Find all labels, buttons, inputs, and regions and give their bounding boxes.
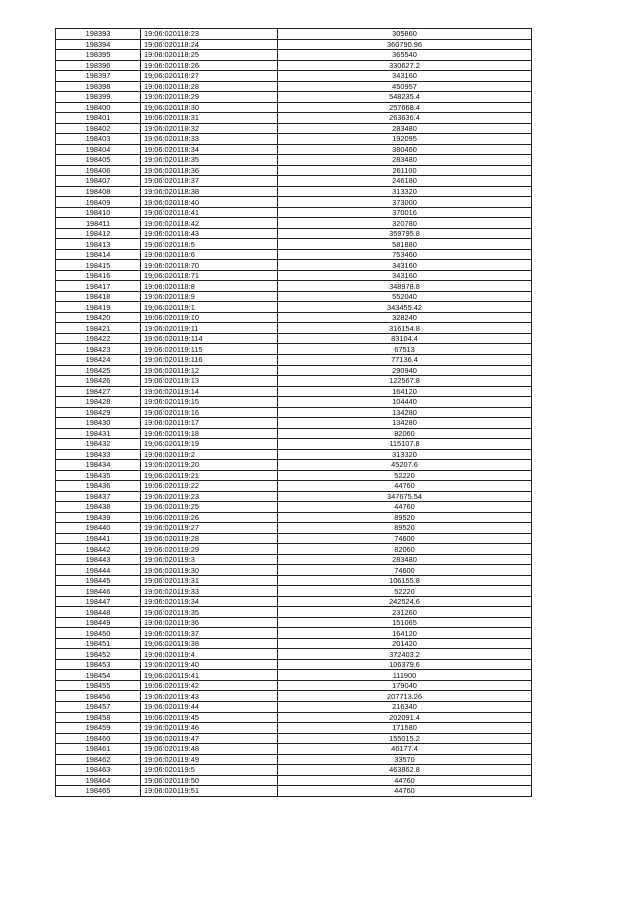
row-id-cell: 198446 xyxy=(56,586,141,597)
table-row xyxy=(56,186,532,197)
value-cell: 347675.54 xyxy=(278,491,532,502)
cadastral-number-cell: 19:06:020119:1 xyxy=(141,302,278,313)
table-row xyxy=(56,659,532,670)
cadastral-number-cell: 19:06:020118:70 xyxy=(141,260,278,271)
value-cell: 83104.4 xyxy=(278,333,532,344)
table-row xyxy=(56,765,532,776)
row-id-cell: 198461 xyxy=(56,744,141,755)
table-row xyxy=(56,786,532,797)
row-id-cell: 198413 xyxy=(56,239,141,250)
value-cell: 246180 xyxy=(278,176,532,187)
table-row xyxy=(56,723,532,734)
row-id-cell: 198447 xyxy=(56,596,141,607)
cadastral-number-cell: 19:06:020119:47 xyxy=(141,733,278,744)
value-cell: 313320 xyxy=(278,449,532,460)
row-id-cell: 198417 xyxy=(56,281,141,292)
row-id-cell: 198463 xyxy=(56,765,141,776)
cadastral-number-cell: 19:06:020119:12 xyxy=(141,365,278,376)
cadastral-number-cell: 19:06:020119:44 xyxy=(141,702,278,713)
value-cell: 283480 xyxy=(278,155,532,166)
value-cell: 74600 xyxy=(278,533,532,544)
value-cell: 753460 xyxy=(278,249,532,260)
table-row xyxy=(56,39,532,50)
value-cell: 263636.4 xyxy=(278,113,532,124)
row-id-cell: 198434 xyxy=(56,460,141,471)
row-id-cell: 198412 xyxy=(56,228,141,239)
cadastral-number-cell: 19:06:020118:27 xyxy=(141,71,278,82)
cadastral-number-cell: 19:06:020119:3 xyxy=(141,554,278,565)
table-row xyxy=(56,312,532,323)
cadastral-number-cell: 19:06:020119:40 xyxy=(141,659,278,670)
table-row xyxy=(56,712,532,723)
row-id-cell: 198462 xyxy=(56,754,141,765)
table-row xyxy=(56,176,532,187)
cadastral-number-cell: 19:06:020118:42 xyxy=(141,218,278,229)
row-id-cell: 198437 xyxy=(56,491,141,502)
cadastral-number-cell: 19:06:020119:22 xyxy=(141,481,278,492)
value-cell: 106155.8 xyxy=(278,575,532,586)
cadastral-number-cell: 19:06:020118:38 xyxy=(141,186,278,197)
table-row xyxy=(56,680,532,691)
value-cell: 67513 xyxy=(278,344,532,355)
table-row xyxy=(56,302,532,313)
table-row xyxy=(56,228,532,239)
cadastral-number-cell: 19:06:020119:4 xyxy=(141,649,278,660)
row-id-cell: 198460 xyxy=(56,733,141,744)
row-id-cell: 198450 xyxy=(56,628,141,639)
cadastral-number-cell: 19:06:020118:30 xyxy=(141,102,278,113)
value-cell: 316154.8 xyxy=(278,323,532,334)
value-cell: 373000 xyxy=(278,197,532,208)
data-table xyxy=(55,28,532,797)
cadastral-number-cell: 19:06:020118:36 xyxy=(141,165,278,176)
cadastral-number-cell: 19:06:020119:115 xyxy=(141,344,278,355)
table-row xyxy=(56,428,532,439)
cadastral-number-cell: 19:06:020118:37 xyxy=(141,176,278,187)
row-id-cell: 198444 xyxy=(56,565,141,576)
row-id-cell: 198399 xyxy=(56,92,141,103)
table-row xyxy=(56,155,532,166)
value-cell: 82060 xyxy=(278,428,532,439)
value-cell: 44760 xyxy=(278,502,532,513)
value-cell: 372403.2 xyxy=(278,649,532,660)
table-row xyxy=(56,512,532,523)
value-cell: 151065 xyxy=(278,617,532,628)
table-row xyxy=(56,333,532,344)
cadastral-number-cell: 19:06:020118:26 xyxy=(141,60,278,71)
value-cell: 179040 xyxy=(278,680,532,691)
table-row xyxy=(56,344,532,355)
cadastral-number-cell: 19:06:020119:46 xyxy=(141,723,278,734)
table-row xyxy=(56,376,532,387)
cadastral-number-cell: 19:06:020119:15 xyxy=(141,397,278,408)
table-row xyxy=(56,50,532,61)
table-row xyxy=(56,165,532,176)
row-id-cell: 198429 xyxy=(56,407,141,418)
cadastral-number-cell: 19:06:020119:26 xyxy=(141,512,278,523)
cadastral-number-cell: 19:06:020119:23 xyxy=(141,491,278,502)
cadastral-number-cell: 19:06:020119:36 xyxy=(141,617,278,628)
row-id-cell: 198402 xyxy=(56,123,141,134)
cadastral-number-cell: 19:06:020118:43 xyxy=(141,228,278,239)
table-row xyxy=(56,691,532,702)
cadastral-number-cell: 19:06:020119:2 xyxy=(141,449,278,460)
row-id-cell: 198431 xyxy=(56,428,141,439)
table-row xyxy=(56,134,532,145)
value-cell: 216340 xyxy=(278,702,532,713)
cadastral-number-cell: 19:06:020119:13 xyxy=(141,376,278,387)
value-cell: 365540 xyxy=(278,50,532,61)
table-row xyxy=(56,596,532,607)
table-row xyxy=(56,449,532,460)
row-id-cell: 198400 xyxy=(56,102,141,113)
value-cell: 463862.8 xyxy=(278,765,532,776)
value-cell: 122567.8 xyxy=(278,376,532,387)
row-id-cell: 198441 xyxy=(56,533,141,544)
cadastral-number-cell: 19:06:020119:51 xyxy=(141,786,278,797)
row-id-cell: 198425 xyxy=(56,365,141,376)
table-row xyxy=(56,249,532,260)
row-id-cell: 198416 xyxy=(56,270,141,281)
row-id-cell: 198427 xyxy=(56,386,141,397)
table-row xyxy=(56,638,532,649)
table-row xyxy=(56,29,532,40)
cadastral-number-cell: 19:06:020119:114 xyxy=(141,333,278,344)
row-id-cell: 198414 xyxy=(56,249,141,260)
row-id-cell: 198433 xyxy=(56,449,141,460)
row-id-cell: 198420 xyxy=(56,312,141,323)
cadastral-number-cell: 19:06:020119:37 xyxy=(141,628,278,639)
cadastral-number-cell: 19:06:020119:11 xyxy=(141,323,278,334)
value-cell: 171580 xyxy=(278,723,532,734)
cadastral-number-cell: 19:06:020119:49 xyxy=(141,754,278,765)
cadastral-number-cell: 19:06:020119:27 xyxy=(141,523,278,534)
table-row xyxy=(56,565,532,576)
row-id-cell: 198453 xyxy=(56,659,141,670)
cadastral-number-cell: 19:06:020119:25 xyxy=(141,502,278,513)
data-table-body xyxy=(56,29,532,797)
value-cell: 207713.26 xyxy=(278,691,532,702)
row-id-cell: 198424 xyxy=(56,354,141,365)
value-cell: 44760 xyxy=(278,775,532,786)
cadastral-number-cell: 19:06:020118:9 xyxy=(141,291,278,302)
cadastral-number-cell: 19:06:020119:28 xyxy=(141,533,278,544)
table-row xyxy=(56,239,532,250)
row-id-cell: 198408 xyxy=(56,186,141,197)
cadastral-number-cell: 19:06:020119:48 xyxy=(141,744,278,755)
table-row xyxy=(56,60,532,71)
table-row xyxy=(56,649,532,660)
table-row xyxy=(56,260,532,271)
value-cell: 360790.96 xyxy=(278,39,532,50)
cadastral-number-cell: 19:06:020119:17 xyxy=(141,418,278,429)
cadastral-number-cell: 19:06:020119:14 xyxy=(141,386,278,397)
cadastral-number-cell: 19:06:020118:25 xyxy=(141,50,278,61)
cadastral-number-cell: 19:06:020118:34 xyxy=(141,144,278,155)
cadastral-number-cell: 19:06:020119:38 xyxy=(141,638,278,649)
table-row xyxy=(56,617,532,628)
table-row xyxy=(56,144,532,155)
cadastral-number-cell: 19:06:020119:19 xyxy=(141,439,278,450)
value-cell: 45207.6 xyxy=(278,460,532,471)
cadastral-number-cell: 19:06:020118:6 xyxy=(141,249,278,260)
table-row xyxy=(56,323,532,334)
row-id-cell: 198422 xyxy=(56,333,141,344)
value-cell: 330627.2 xyxy=(278,60,532,71)
cadastral-number-cell: 19:06:020118:71 xyxy=(141,270,278,281)
value-cell: 343160 xyxy=(278,260,532,271)
value-cell: 343160 xyxy=(278,270,532,281)
cadastral-number-cell: 19:06:020119:20 xyxy=(141,460,278,471)
row-id-cell: 198458 xyxy=(56,712,141,723)
row-id-cell: 198428 xyxy=(56,397,141,408)
value-cell: 283480 xyxy=(278,554,532,565)
table-row xyxy=(56,197,532,208)
table-row xyxy=(56,754,532,765)
row-id-cell: 198393 xyxy=(56,29,141,40)
row-id-cell: 198443 xyxy=(56,554,141,565)
row-id-cell: 198438 xyxy=(56,502,141,513)
cadastral-number-cell: 19:06:020119:29 xyxy=(141,544,278,555)
value-cell: 89520 xyxy=(278,523,532,534)
row-id-cell: 198432 xyxy=(56,439,141,450)
value-cell: 134280 xyxy=(278,418,532,429)
row-id-cell: 198465 xyxy=(56,786,141,797)
table-row xyxy=(56,418,532,429)
table-row xyxy=(56,733,532,744)
cadastral-number-cell: 19:06:020119:31 xyxy=(141,575,278,586)
table-row xyxy=(56,523,532,534)
table-row xyxy=(56,554,532,565)
table-row xyxy=(56,744,532,755)
table-row xyxy=(56,407,532,418)
row-id-cell: 198442 xyxy=(56,544,141,555)
row-id-cell: 198398 xyxy=(56,81,141,92)
table-row xyxy=(56,218,532,229)
cadastral-number-cell: 19:06:020119:45 xyxy=(141,712,278,723)
value-cell: 77136.4 xyxy=(278,354,532,365)
value-cell: 320780 xyxy=(278,218,532,229)
cadastral-number-cell: 19:06:020118:23 xyxy=(141,29,278,40)
table-row xyxy=(56,470,532,481)
row-id-cell: 198394 xyxy=(56,39,141,50)
value-cell: 104440 xyxy=(278,397,532,408)
table-row xyxy=(56,270,532,281)
value-cell: 283480 xyxy=(278,123,532,134)
value-cell: 46177.4 xyxy=(278,744,532,755)
row-id-cell: 198397 xyxy=(56,71,141,82)
cadastral-number-cell: 19:06:020118:40 xyxy=(141,197,278,208)
row-id-cell: 198451 xyxy=(56,638,141,649)
value-cell: 343455.42 xyxy=(278,302,532,313)
row-id-cell: 198436 xyxy=(56,481,141,492)
row-id-cell: 198407 xyxy=(56,176,141,187)
row-id-cell: 198404 xyxy=(56,144,141,155)
row-id-cell: 198426 xyxy=(56,376,141,387)
value-cell: 134280 xyxy=(278,407,532,418)
value-cell: 242524.6 xyxy=(278,596,532,607)
table-row xyxy=(56,81,532,92)
value-cell: 261100 xyxy=(278,165,532,176)
value-cell: 450957 xyxy=(278,81,532,92)
row-id-cell: 198456 xyxy=(56,691,141,702)
row-id-cell: 198430 xyxy=(56,418,141,429)
cadastral-number-cell: 19:06:020119:41 xyxy=(141,670,278,681)
cadastral-number-cell: 19:06:020119:10 xyxy=(141,312,278,323)
value-cell: 348978.8 xyxy=(278,281,532,292)
table-row xyxy=(56,460,532,471)
row-id-cell: 198410 xyxy=(56,207,141,218)
table-row xyxy=(56,207,532,218)
value-cell: 202091.4 xyxy=(278,712,532,723)
cadastral-number-cell: 19:06:020119:35 xyxy=(141,607,278,618)
value-cell: 164120 xyxy=(278,386,532,397)
row-id-cell: 198435 xyxy=(56,470,141,481)
value-cell: 155015.2 xyxy=(278,733,532,744)
row-id-cell: 198403 xyxy=(56,134,141,145)
value-cell: 290940 xyxy=(278,365,532,376)
cadastral-number-cell: 19:06:020119:34 xyxy=(141,596,278,607)
cadastral-number-cell: 19:06:020119:30 xyxy=(141,565,278,576)
table-row xyxy=(56,365,532,376)
row-id-cell: 198405 xyxy=(56,155,141,166)
table-row xyxy=(56,670,532,681)
cadastral-number-cell: 19:06:020119:18 xyxy=(141,428,278,439)
row-id-cell: 198421 xyxy=(56,323,141,334)
table-row xyxy=(56,544,532,555)
value-cell: 343160 xyxy=(278,71,532,82)
value-cell: 313320 xyxy=(278,186,532,197)
value-cell: 111900 xyxy=(278,670,532,681)
value-cell: 164120 xyxy=(278,628,532,639)
table-row xyxy=(56,397,532,408)
table-row xyxy=(56,533,532,544)
table-row xyxy=(56,291,532,302)
value-cell: 552040 xyxy=(278,291,532,302)
cadastral-number-cell: 19:06:020119:5 xyxy=(141,765,278,776)
table-row xyxy=(56,481,532,492)
row-id-cell: 198411 xyxy=(56,218,141,229)
value-cell: 44760 xyxy=(278,786,532,797)
value-cell: 370016 xyxy=(278,207,532,218)
cadastral-number-cell: 19:06:020118:29 xyxy=(141,92,278,103)
value-cell: 305860 xyxy=(278,29,532,40)
row-id-cell: 198455 xyxy=(56,680,141,691)
cadastral-number-cell: 19:06:020119:43 xyxy=(141,691,278,702)
value-cell: 359795.8 xyxy=(278,228,532,239)
table-row xyxy=(56,586,532,597)
row-id-cell: 198440 xyxy=(56,523,141,534)
table-row xyxy=(56,102,532,113)
row-id-cell: 198449 xyxy=(56,617,141,628)
table-row xyxy=(56,439,532,450)
table-row xyxy=(56,123,532,134)
cadastral-number-cell: 19:06:020119:33 xyxy=(141,586,278,597)
value-cell: 89520 xyxy=(278,512,532,523)
cadastral-number-cell: 19:06:020118:28 xyxy=(141,81,278,92)
value-cell: 115107.8 xyxy=(278,439,532,450)
value-cell: 257668.4 xyxy=(278,102,532,113)
row-id-cell: 198401 xyxy=(56,113,141,124)
table-row xyxy=(56,386,532,397)
value-cell: 52220 xyxy=(278,586,532,597)
value-cell: 82060 xyxy=(278,544,532,555)
table-row xyxy=(56,575,532,586)
row-id-cell: 198459 xyxy=(56,723,141,734)
cadastral-number-cell: 19:06:020118:8 xyxy=(141,281,278,292)
cadastral-number-cell: 19:06:020118:33 xyxy=(141,134,278,145)
cadastral-number-cell: 19:06:020119:42 xyxy=(141,680,278,691)
table-row xyxy=(56,628,532,639)
cadastral-number-cell: 19:06:020119:21 xyxy=(141,470,278,481)
row-id-cell: 198445 xyxy=(56,575,141,586)
value-cell: 44760 xyxy=(278,481,532,492)
table-row xyxy=(56,92,532,103)
row-id-cell: 198452 xyxy=(56,649,141,660)
row-id-cell: 198464 xyxy=(56,775,141,786)
cadastral-number-cell: 19:06:020119:16 xyxy=(141,407,278,418)
row-id-cell: 198439 xyxy=(56,512,141,523)
value-cell: 581880 xyxy=(278,239,532,250)
value-cell: 74600 xyxy=(278,565,532,576)
table-row xyxy=(56,702,532,713)
row-id-cell: 198395 xyxy=(56,50,141,61)
table-row xyxy=(56,354,532,365)
cadastral-number-cell: 19:06:020119:116 xyxy=(141,354,278,365)
cadastral-number-cell: 19:06:020118:31 xyxy=(141,113,278,124)
cadastral-number-cell: 19:06:020118:24 xyxy=(141,39,278,50)
row-id-cell: 198457 xyxy=(56,702,141,713)
value-cell: 192095 xyxy=(278,134,532,145)
table-row xyxy=(56,607,532,618)
row-id-cell: 198448 xyxy=(56,607,141,618)
table-row xyxy=(56,491,532,502)
value-cell: 328240 xyxy=(278,312,532,323)
row-id-cell: 198423 xyxy=(56,344,141,355)
value-cell: 231260 xyxy=(278,607,532,618)
cadastral-number-cell: 19:06:020118:41 xyxy=(141,207,278,218)
cadastral-number-cell: 19:06:020119:50 xyxy=(141,775,278,786)
value-cell: 201420 xyxy=(278,638,532,649)
table-row xyxy=(56,281,532,292)
cadastral-number-cell: 19:06:020118:5 xyxy=(141,239,278,250)
table-row xyxy=(56,502,532,513)
row-id-cell: 198454 xyxy=(56,670,141,681)
row-id-cell: 198418 xyxy=(56,291,141,302)
value-cell: 380460 xyxy=(278,144,532,155)
row-id-cell: 198419 xyxy=(56,302,141,313)
row-id-cell: 198415 xyxy=(56,260,141,271)
cadastral-number-cell: 19:06:020118:35 xyxy=(141,155,278,166)
row-id-cell: 198406 xyxy=(56,165,141,176)
table-row xyxy=(56,113,532,124)
row-id-cell: 198396 xyxy=(56,60,141,71)
cadastral-number-cell: 19:06:020118:32 xyxy=(141,123,278,134)
value-cell: 548235.4 xyxy=(278,92,532,103)
value-cell: 33570 xyxy=(278,754,532,765)
table-row xyxy=(56,71,532,82)
row-id-cell: 198409 xyxy=(56,197,141,208)
value-cell: 52220 xyxy=(278,470,532,481)
value-cell: 106379.6 xyxy=(278,659,532,670)
table-row xyxy=(56,775,532,786)
